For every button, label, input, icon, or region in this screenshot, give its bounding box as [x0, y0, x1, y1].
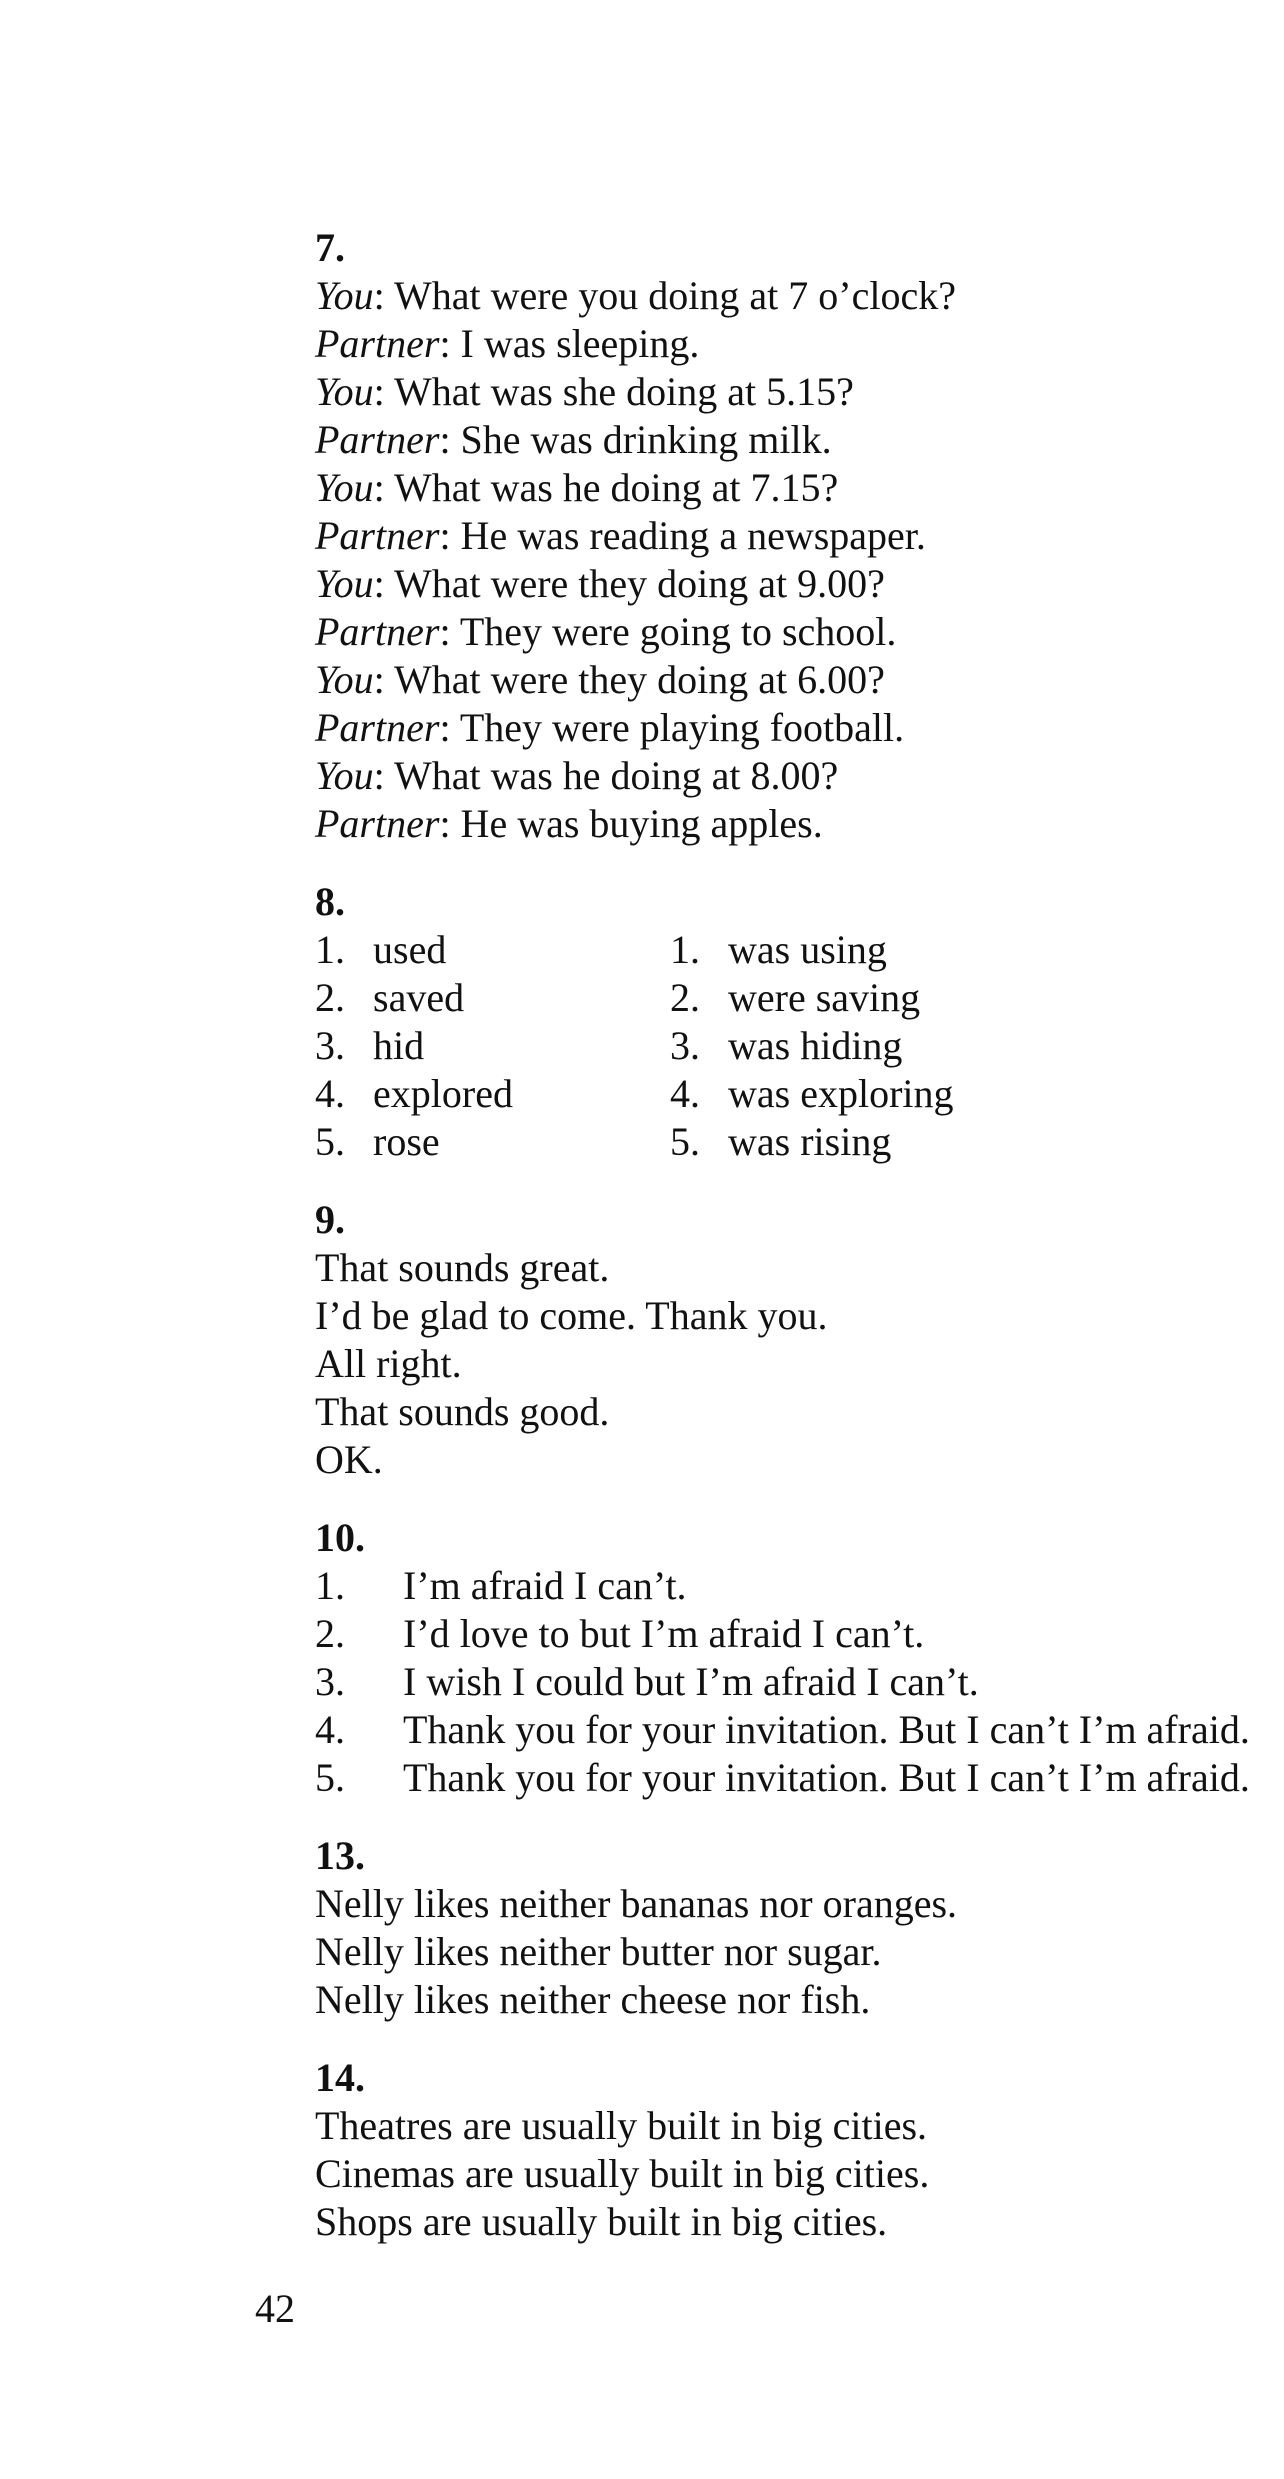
- dialogue-line: [315, 416, 1284, 464]
- speaker-label: You: [315, 273, 374, 318]
- item-text: saved: [373, 975, 465, 1020]
- dialogue-text: : He was buying apples.: [439, 801, 823, 846]
- section-number: 13.: [315, 1833, 365, 1878]
- list-item: [315, 926, 670, 974]
- item-text: was hiding: [728, 1023, 903, 1068]
- item-number: 4.: [670, 1071, 700, 1116]
- dialogue-line: [315, 320, 1284, 368]
- list-item: [315, 1610, 1284, 1658]
- speaker-label: Partner: [315, 417, 440, 462]
- item-number: 2.: [315, 1611, 345, 1656]
- item-text: rose: [373, 1119, 440, 1164]
- item-text: explored: [373, 1071, 513, 1116]
- text-line: Nelly likes neither bananas nor oranges.: [315, 1881, 958, 1926]
- item-text: was exploring: [728, 1071, 954, 1116]
- item-text: I’d love to but I’m afraid I can’t.: [403, 1611, 925, 1656]
- speaker-label: You: [315, 753, 374, 798]
- dialogue-line: [315, 704, 1284, 752]
- speaker-label: Partner: [315, 801, 440, 846]
- section-7: [315, 224, 1284, 848]
- dialogue-line: [315, 752, 1284, 800]
- list-item: [670, 974, 954, 1022]
- list-item: [670, 926, 954, 974]
- list-item: [670, 1022, 954, 1070]
- item-number: 5.: [315, 1755, 345, 1800]
- speaker-label: You: [315, 369, 374, 414]
- text-line: All right.: [315, 1341, 462, 1386]
- section-14: [315, 2054, 1284, 2246]
- item-text: was using: [728, 927, 887, 972]
- answer-key-page: [315, 224, 1284, 2276]
- list-item: [315, 1022, 670, 1070]
- speaker-label: Partner: [315, 609, 440, 654]
- item-number: 3.: [315, 1659, 345, 1704]
- section-number: 7.: [315, 225, 345, 270]
- item-text: was rising: [728, 1119, 892, 1164]
- list-item: [315, 1118, 670, 1166]
- speaker-label: Partner: [315, 321, 440, 366]
- item-number: 4.: [315, 1071, 345, 1116]
- list-item: [315, 1070, 670, 1118]
- section-13: [315, 1832, 1284, 2024]
- item-text: I wish I could but I’m afraid I can’t.: [403, 1659, 979, 1704]
- item-number: 3.: [670, 1023, 700, 1068]
- item-number: 1.: [670, 927, 700, 972]
- item-number: 3.: [315, 1023, 345, 1068]
- dialogue-text: : What was he doing at 7.15?: [373, 465, 839, 510]
- two-column-list: [315, 926, 1284, 1166]
- item-text: hid: [373, 1023, 425, 1068]
- section-9: [315, 1196, 1284, 1484]
- item-text: were saving: [728, 975, 921, 1020]
- dialogue-line: [315, 608, 1284, 656]
- right-column: [670, 926, 954, 1166]
- left-column: [315, 926, 670, 1166]
- section-number: 10.: [315, 1515, 365, 1560]
- speaker-label: You: [315, 465, 374, 510]
- text-line: That sounds good.: [315, 1389, 610, 1434]
- text-line: That sounds great.: [315, 1245, 610, 1290]
- dialogue-text: : I was sleeping.: [439, 321, 700, 366]
- list-item: [315, 974, 670, 1022]
- section-8: [315, 878, 1284, 1166]
- section-10: [315, 1514, 1284, 1802]
- text-line: I’d be glad to come. Thank you.: [315, 1293, 828, 1338]
- section-number: 9.: [315, 1197, 345, 1242]
- dialogue-line: [315, 512, 1284, 560]
- list-item: [670, 1118, 954, 1166]
- page-number: 42: [255, 2286, 295, 2331]
- speaker-label: You: [315, 657, 374, 702]
- text-line: Nelly likes neither butter nor sugar.: [315, 1929, 882, 1974]
- item-text: I’m afraid I can’t.: [403, 1563, 687, 1608]
- dialogue-line: [315, 272, 1284, 320]
- dialogue-text: : She was drinking milk.: [439, 417, 832, 462]
- list-item: [315, 1562, 1284, 1610]
- section-number: 14.: [315, 2055, 365, 2100]
- speaker-label: Partner: [315, 705, 440, 750]
- item-number: 1.: [315, 927, 345, 972]
- dialogue-line: [315, 560, 1284, 608]
- item-number: 5.: [315, 1119, 345, 1164]
- list-item: [670, 1070, 954, 1118]
- item-number: 4.: [315, 1707, 345, 1752]
- dialogue-text: : They were going to school.: [439, 609, 897, 654]
- dialogue-text: : He was reading a newspaper.: [439, 513, 926, 558]
- item-text: Thank you for your invitation. But I can’t I’m afraid.: [403, 1707, 1250, 1752]
- item-number: 1.: [315, 1563, 345, 1608]
- dialogue-text: : What were they doing at 9.00?: [373, 561, 885, 606]
- dialogue-text: : What was she doing at 5.15?: [373, 369, 854, 414]
- dialogue-line: [315, 656, 1284, 704]
- dialogue: [315, 272, 1284, 848]
- dialogue-text: : What were they doing at 6.00?: [373, 657, 885, 702]
- list-item: [315, 1706, 1284, 1754]
- dialogue-text: : What were you doing at 7 o’clock?: [373, 273, 956, 318]
- item-number: 2.: [315, 975, 345, 1020]
- dialogue-line: [315, 800, 1284, 848]
- text-line: OK.: [315, 1437, 383, 1482]
- dialogue-text: : What was he doing at 8.00?: [373, 753, 839, 798]
- item-number: 2.: [670, 975, 700, 1020]
- list-item: [315, 1754, 1284, 1802]
- section-number: 8.: [315, 879, 345, 924]
- dialogue-line: [315, 368, 1284, 416]
- dialogue-text: : They were playing football.: [439, 705, 905, 750]
- item-number: 5.: [670, 1119, 700, 1164]
- speaker-label: Partner: [315, 513, 440, 558]
- item-text: used: [373, 927, 447, 972]
- text-line: Theatres are usually built in big cities.: [315, 2103, 928, 2148]
- speaker-label: You: [315, 561, 374, 606]
- dialogue-line: [315, 464, 1284, 512]
- text-line: Nelly likes neither cheese nor fish.: [315, 1977, 871, 2022]
- text-line: Shops are usually built in big cities.: [315, 2199, 888, 2244]
- text-line: Cinemas are usually built in big cities.: [315, 2151, 930, 2196]
- list-item: [315, 1658, 1284, 1706]
- item-text: Thank you for your invitation. But I can’t I’m afraid.: [403, 1755, 1250, 1800]
